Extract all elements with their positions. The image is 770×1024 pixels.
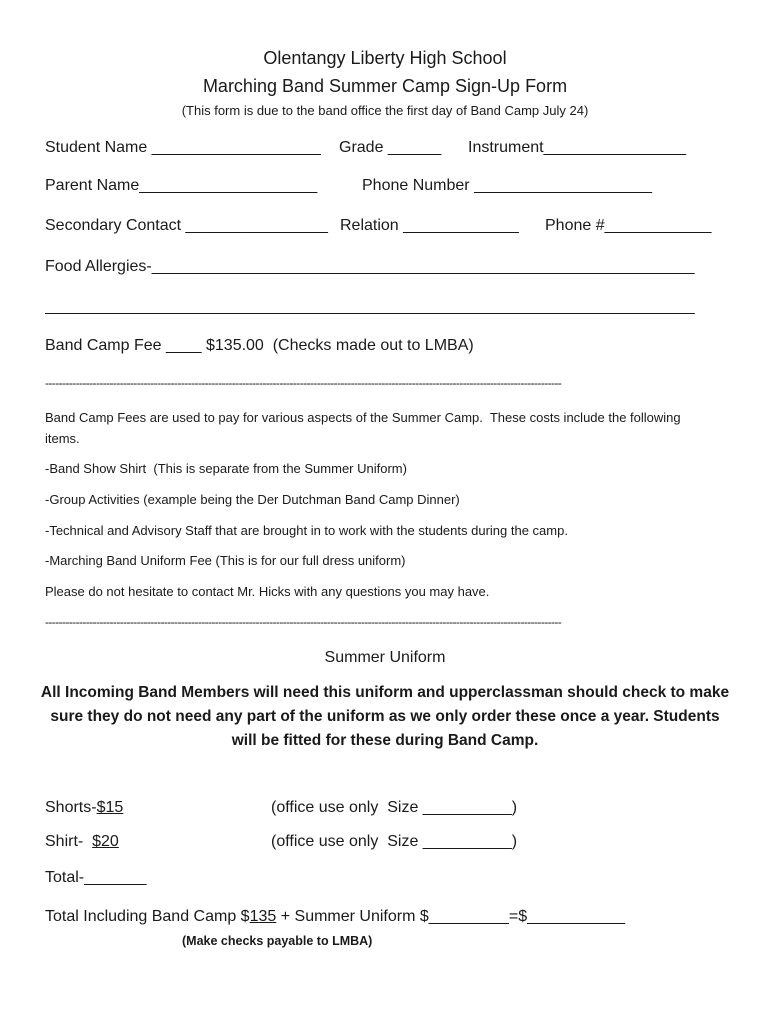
info-item-uniform-fee: -Marching Band Uniform Fee (This is for our full dress uniform) [45, 553, 406, 568]
info-item-shirt: -Band Show Shirt (This is separate from the Summer Uniform) [45, 461, 407, 476]
grade-field[interactable]: Grade ______ [339, 139, 442, 156]
grand-total-suffix: + Summer Uniform $_________=$___________ [276, 908, 625, 925]
shirt-line [45, 833, 119, 851]
uniform-notice: All Incoming Band Members will need this uniform and upperclassman should check to make sure they do not need any part of the uniform as we only order these once a year. Students will be fitted for these during Band Camp. [40, 684, 730, 749]
secondary-contact-field[interactable]: Secondary Contact ________________ [45, 217, 328, 234]
separator-bottom: -------------------------------------------------------------------------------------------------------------------------------------------------------- [45, 615, 562, 629]
info-item-staff: -Technical and Advisory Staff that are brought in to work with the students during the camp. [45, 523, 568, 538]
food-allergies-field[interactable]: Food Allergies-_____________________________________________________________ [45, 258, 695, 275]
shirt-label: Shirt- [45, 833, 93, 850]
info-contact: Please do not hesitate to contact Mr. Hicks with any questions you may have. [45, 584, 490, 599]
info-intro-line2: items. [45, 431, 80, 446]
student-name-field[interactable]: Student Name ___________________ [45, 139, 321, 156]
grand-total-prefix: Total Including Band Camp $ [45, 908, 250, 925]
info-item-activities: -Group Activities (example being the Der Dutchman Band Camp Dinner) [45, 492, 460, 507]
form-title: Marching Band Summer Camp Sign-Up Form [202, 76, 568, 96]
band-camp-fee[interactable]: Band Camp Fee ____ $135.00 (Checks made out to LMBA) [45, 337, 474, 354]
grand-total-line[interactable] [45, 908, 625, 926]
shorts-price: $15 [96, 799, 124, 816]
total-field[interactable]: Total-_______ [45, 869, 147, 886]
summer-uniform-heading: Summer Uniform [324, 649, 446, 666]
band-camp-amount: 135 [249, 908, 277, 925]
shorts-line [45, 799, 123, 817]
info-intro-line1: Band Camp Fees are used to pay for various aspects of the Summer Camp. These costs include the following [45, 410, 681, 425]
relation-field[interactable]: Relation _____________ [340, 217, 519, 234]
payable-note: (Make checks payable to LMBA) [182, 934, 373, 948]
shorts-size-field[interactable]: (office use only Size __________) [271, 799, 518, 816]
separator-top: -------------------------------------------------------------------------------------------------------------------------------------------------------- [45, 376, 562, 390]
parent-name-field[interactable]: Parent Name____________________ [45, 177, 318, 194]
instrument-field[interactable]: Instrument________________ [468, 139, 686, 156]
food-allergies-line-2[interactable]: _________________________________________________________________________ [45, 298, 695, 315]
school-name: Olentangy Liberty High School [263, 48, 507, 68]
phone-hash-field[interactable]: Phone #____________ [545, 217, 712, 234]
shorts-label: Shorts- [45, 799, 97, 816]
phone-number-field[interactable]: Phone Number ____________________ [362, 177, 653, 194]
due-note: (This form is due to the band office the first day of Band Camp July 24) [181, 103, 589, 118]
shirt-size-field[interactable]: (office use only Size __________) [271, 833, 518, 850]
shirt-price: $20 [92, 833, 119, 850]
